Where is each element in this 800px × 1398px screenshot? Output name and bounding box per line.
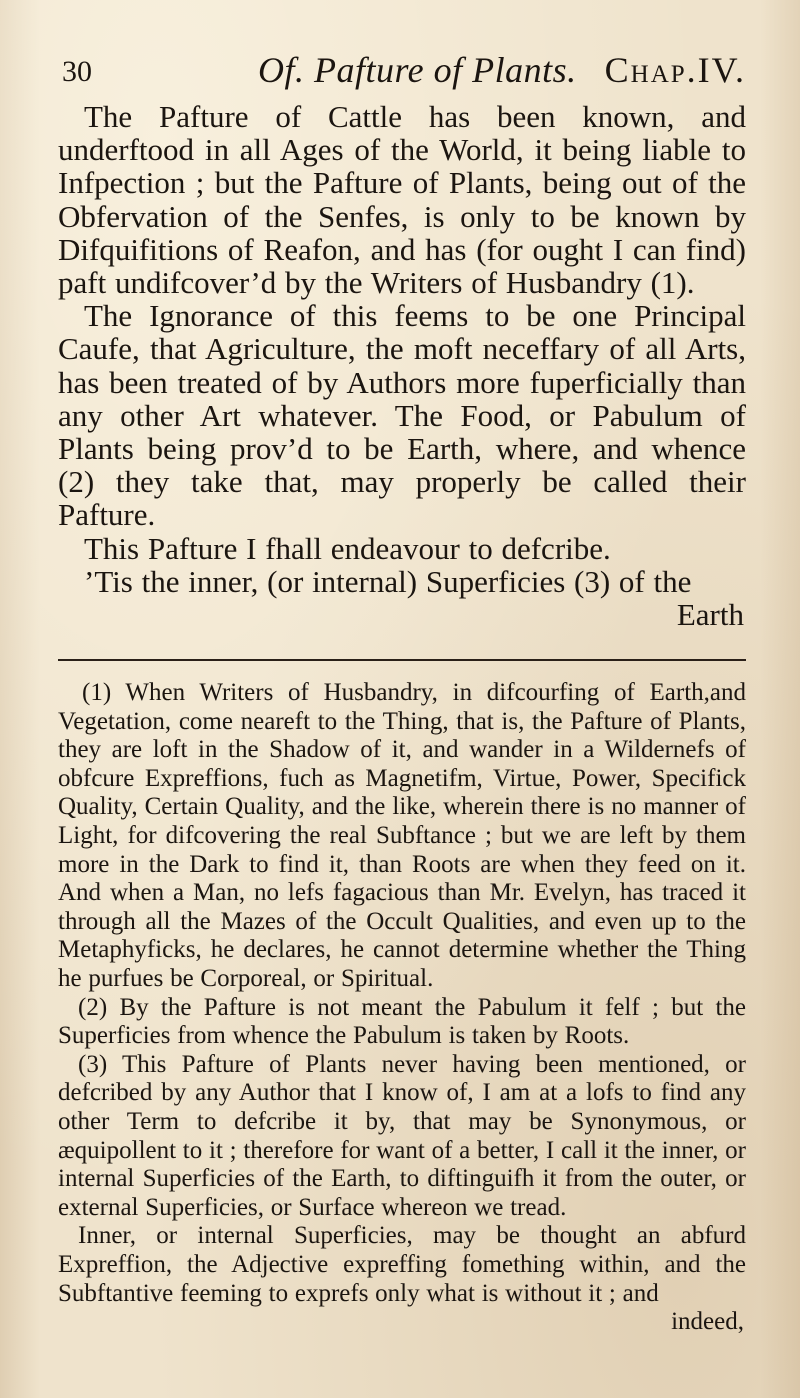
chapter-label: Chap.IV. bbox=[604, 50, 746, 90]
footnote-divider bbox=[58, 659, 746, 661]
footnote-2: (2) By the Pafture is not meant the Pabulum it felf ; but the Superficies from whence the Pabulum is taken by Roots. bbox=[58, 993, 746, 1050]
footnote-catchword: indeed, bbox=[671, 1308, 744, 1336]
footnote-3: (3) This Pafture of Plants never having been mentioned, or defcribed by any Author that I know of, I am at a lofs to find any other Term to defcribe it by, that may be Synonymous, or æquipollent to it ; therefore for want of a better, I call it the inner, or internal Superficies of the Earth, to diftinguifh it from the outer, or external Superficies, or Surface whereon we tread. bbox=[58, 1050, 746, 1221]
main-text bbox=[58, 100, 746, 631]
footnote-3-continued: Inner, or internal Superficies, may be thought an abfurd Expreffion, the Adjective expreffing fomething within, and the Subftantive feeming to exprefs only what is without it ; and bbox=[58, 1222, 746, 1307]
main-paragraph-1: The Pafture of Cattle has been known, and underftood in all Ages of the World, it being liable to Infpection ; but the Pafture of Plants, being out of the Obfervation of the Senfes, is only to be known by Difquifitions of Reafon, and has (for ought I can find) paft undifcover’d by the Writers of Husbandry (1). bbox=[58, 99, 746, 301]
main-paragraph-4: ’Tis the inner, (or internal) Superficies (3) of the bbox=[84, 563, 692, 599]
main-paragraph-3: This Pafture I fhall endeavour to defcribe. bbox=[84, 530, 611, 566]
main-catchword: Earth bbox=[676, 597, 744, 633]
main-paragraph-2: The Ignorance of this feems to be one Principal Caufe, that Agriculture, the moft neceffary of all Arts, has been treated of by Authors more fuperficially than any other Art whatever. The Food, or Pabulum of Plants being prov’d to be Earth, where, and whence (2) they take that, may properly be called their Pafture. bbox=[58, 298, 746, 533]
running-head bbox=[58, 48, 746, 92]
footnote-1: (1) When Writers of Husbandry, in difcourfing of Earth,and Vegetation, come neareft to the Thing, that is, the Pafture of Plants, they are loft in the Shadow of it, and wander in a Wildernefs of obfcure Expreffions, fuch as Magnetifm, Virtue, Power, Specifick Quality, Certain Quality, and the like, wherein there is no manner of Light, for difcovering the real Subftance ; but we are left by them more in the Dark to find it, than Roots are when they feed on it. And when a Man, no lefs fagacious than Mr. Evelyn, has traced it through all the Mazes of the Occult Qualities, and even up to the Metaphyficks, he declares, he cannot determine whether the Thing he purfues be Corporeal, or Spiritual. bbox=[58, 679, 746, 992]
footnotes bbox=[58, 679, 746, 1336]
page-number: 30 bbox=[62, 55, 92, 88]
running-title: Of. Pafture of Plants. bbox=[258, 50, 577, 90]
